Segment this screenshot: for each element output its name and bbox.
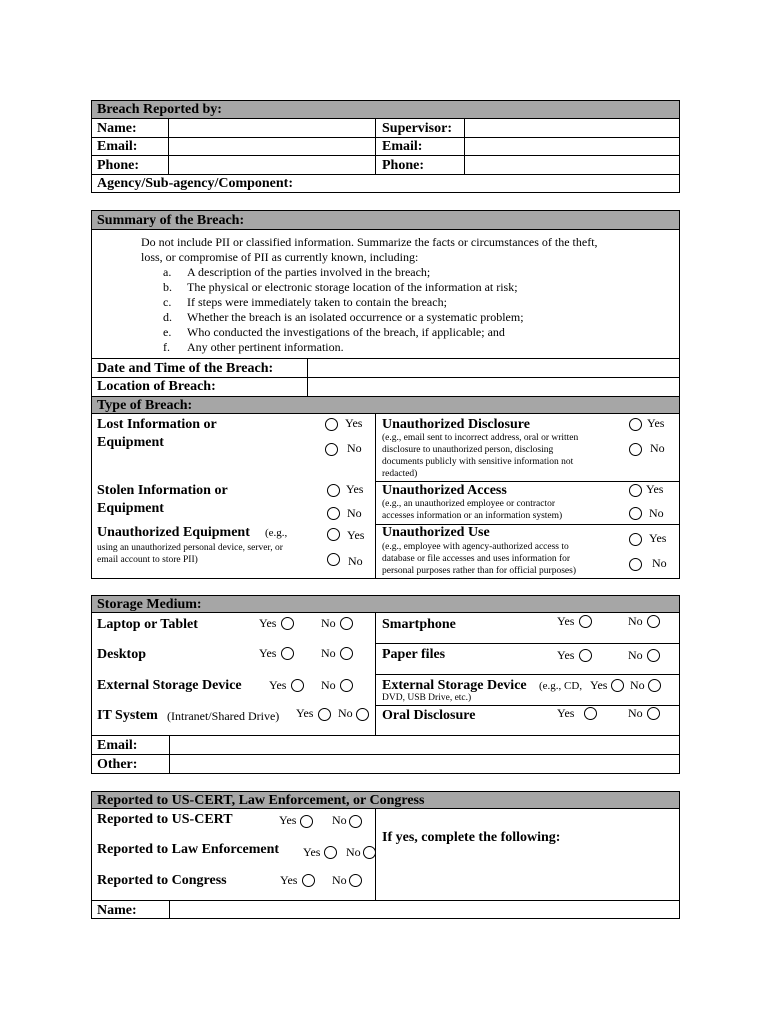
summary-intro-1: Do not include PII or classified information. Summarize the facts or circumstances of the theft, [141,235,598,249]
reported-name-field[interactable] [171,901,678,918]
external-no-label: No [321,678,336,692]
law-yes-radio[interactable] [324,846,337,859]
supervisor-phone-field[interactable] [466,156,678,173]
unauth-use-yes-radio[interactable] [629,533,642,546]
if-yes-label: If yes, complete the following: [382,830,561,845]
oral-no-label: No [628,706,643,720]
it-system-no-label: No [338,706,353,720]
laptop-yes-label: Yes [259,616,277,630]
unauth-use-label: Unauthorized Use [382,525,490,540]
external2-yes-radio[interactable] [611,679,624,692]
reporter-header-label: Breach Reported by: [97,102,222,117]
unauth-use-no-radio[interactable] [629,558,642,571]
unauth-disclosure-desc-4: redacted) [382,469,418,479]
summary-item-letter: f. [163,340,170,354]
supervisor-email-field[interactable] [466,138,678,154]
stolen-label-1: Stolen Information or [97,483,228,498]
law-label: Reported to Law Enforcement [97,842,280,857]
unauth-equipment-yes-radio[interactable] [327,528,340,541]
external2-yes-label: Yes [590,678,608,692]
unauth-access-no-radio[interactable] [629,507,642,520]
lost-label-2: Equipment [97,435,164,450]
external2-note-2: DVD, USB Drive, etc.) [382,693,472,703]
summary-item-text: Whether the breach is an isolated occurrence or a systematic problem; [187,310,524,324]
law-yes-label: Yes [303,845,321,859]
unauth-equipment-desc-2: email account to store PII) [97,555,198,565]
supervisor-label: Supervisor: [382,121,452,136]
date-time-field[interactable] [309,359,678,376]
stolen-label-2: Equipment [97,501,164,516]
summary-intro-2: loss, or compromise of PII as currently known, including: [141,250,419,264]
summary-item-text: Who conducted the investigations of the breach, if applicable; and [187,325,505,339]
paper-files-label: Paper files [382,647,446,662]
unauth-disclosure-label: Unauthorized Disclosure [382,417,530,432]
unauth-equipment-eg: (e.g., [265,527,288,539]
unauth-access-no-label: No [649,506,664,520]
unauth-access-desc-1: (e.g., an unauthorized employee or contractor [382,499,556,509]
paper-yes-label: Yes [557,648,575,662]
lost-label-1: Lost Information or [97,417,217,432]
agency-label: Agency/Sub-agency/Component: [97,176,294,191]
external-no-radio[interactable] [340,679,353,692]
external2-no-label: No [630,678,645,692]
congress-no-label: No [332,873,347,887]
email-field[interactable] [170,138,374,154]
unauth-equipment-label: Unauthorized Equipment [97,525,250,540]
storage-email-field[interactable] [171,736,678,753]
unauth-disclosure-desc-1: (e.g., email sent to incorrect address, oral or written [382,433,579,443]
unauth-access-yes-radio[interactable] [629,484,642,497]
it-system-label: IT System [97,708,158,723]
oral-yes-label: Yes [557,706,575,720]
uscert-yes-radio[interactable] [300,815,313,828]
unauth-disclosure-no-radio[interactable] [629,443,642,456]
unauth-disclosure-yes-label: Yes [647,416,665,430]
laptop-no-radio[interactable] [340,617,353,630]
uscert-no-radio[interactable] [349,815,362,828]
type-header-label: Type of Breach: [97,398,193,413]
supervisor-phone-label: Phone: [382,158,424,173]
location-label: Location of Breach: [97,379,216,394]
law-no-radio[interactable] [363,846,376,859]
storage-other-label: Other: [97,757,138,772]
uscert-no-label: No [332,813,347,827]
laptop-label: Laptop or Tablet [97,617,198,632]
summary-item-letter: d. [163,310,172,324]
summary-item-text: The physical or electronic storage location of the information at risk; [187,280,518,294]
location-field[interactable] [309,378,678,395]
oral-label: Oral Disclosure [382,708,476,723]
smartphone-yes-radio[interactable] [579,615,592,628]
summary-item-text: Any other pertinent information. [187,340,344,354]
uscert-yes-label: Yes [279,813,297,827]
unauth-disclosure-no-label: No [650,441,665,455]
external-yes-radio[interactable] [291,679,304,692]
unauth-disclosure-desc-3: documents publicly with sensitive information not [382,457,574,467]
external-yes-label: Yes [269,678,287,692]
smartphone-no-radio[interactable] [647,615,660,628]
congress-no-radio[interactable] [349,874,362,887]
law-no-label: No [346,845,361,859]
unauth-equipment-desc-1: using an unauthorized personal device, server, or [97,543,283,553]
paper-yes-radio[interactable] [579,649,592,662]
congress-label: Reported to Congress [97,873,227,888]
external2-no-radio[interactable] [648,679,661,692]
unauth-access-yes-label: Yes [646,482,664,496]
supervisor-email-label: Email: [382,139,423,154]
oral-no-radio[interactable] [647,707,660,720]
unauth-equipment-no-label: No [348,554,363,568]
unauth-use-desc-1: (e.g., employee with agency-authorized access to [382,542,569,552]
it-system-no-radio[interactable] [356,708,369,721]
stolen-yes-label: Yes [346,482,364,496]
uscert-label: Reported to US-CERT [97,812,233,827]
lost-no-radio[interactable] [325,443,338,456]
oral-yes-radio[interactable] [584,707,597,720]
congress-yes-label: Yes [280,873,298,887]
desktop-yes-radio[interactable] [281,647,294,660]
agency-field[interactable] [312,175,678,192]
desktop-label: Desktop [97,647,147,662]
desktop-no-label: No [321,646,336,660]
storage-header-label: Storage Medium: [97,597,202,612]
storage-other-field[interactable] [171,755,678,772]
summary-item-letter: b. [163,280,172,294]
unauth-use-desc-3: personal purposes rather than for official purposes) [382,566,576,576]
unauth-use-desc-2: database or file accesses and uses information for [382,554,571,564]
stolen-yes-radio[interactable] [327,484,340,497]
unauth-access-label: Unauthorized Access [382,483,507,498]
name-label: Name: [97,121,137,136]
email-label: Email: [97,139,138,154]
lost-yes-label: Yes [345,416,363,430]
reported-name-label: Name: [97,903,137,918]
it-system-yes-radio[interactable] [318,708,331,721]
paper-no-label: No [628,648,643,662]
congress-yes-radio[interactable] [302,874,315,887]
desktop-no-radio[interactable] [340,647,353,660]
summary-item-letter: a. [163,265,172,279]
desktop-yes-label: Yes [259,646,277,660]
smartphone-label: Smartphone [382,617,456,632]
unauth-disclosure-desc-2: disclosure to unauthorized person, disclosing [382,445,554,455]
smartphone-yes-label: Yes [557,614,575,628]
unauth-access-desc-2: accesses information or an information system) [382,511,563,521]
supervisor-field[interactable] [466,120,678,136]
name-field[interactable] [170,120,374,136]
date-time-label: Date and Time of the Breach: [97,361,274,376]
it-system-yes-label: Yes [296,706,314,720]
unauth-use-no-label: No [652,556,667,570]
phone-field[interactable] [170,156,374,173]
unauth-equipment-yes-label: Yes [347,528,365,542]
paper-no-radio[interactable] [647,649,660,662]
reported-header-label: Reported to US-CERT, Law Enforcement, or Congress [97,793,425,808]
summary-header-label: Summary of the Breach: [97,213,245,228]
laptop-no-label: No [321,616,336,630]
summary-item-text: If steps were immediately taken to contain the breach; [187,295,447,309]
stolen-no-label: No [347,506,362,520]
storage-email-label: Email: [97,738,138,753]
summary-item-letter: e. [163,325,172,339]
summary-item-text: A description of the parties involved in the breach; [187,265,431,279]
unauth-use-yes-label: Yes [649,531,667,545]
external2-note-1: (e.g., CD, [539,680,583,692]
external-label: External Storage Device [97,678,242,693]
phone-label: Phone: [97,158,139,173]
lost-no-label: No [347,441,362,455]
unauth-disclosure-yes-radio[interactable] [629,418,642,431]
stolen-no-radio[interactable] [327,507,340,520]
summary-item-letter: c. [163,295,172,309]
it-system-note: (Intranet/Shared Drive) [167,709,280,723]
unauth-equipment-no-radio[interactable] [327,553,340,566]
laptop-yes-radio[interactable] [281,617,294,630]
external2-label: External Storage Device [382,678,527,693]
smartphone-no-label: No [628,614,643,628]
lost-yes-radio[interactable] [325,418,338,431]
